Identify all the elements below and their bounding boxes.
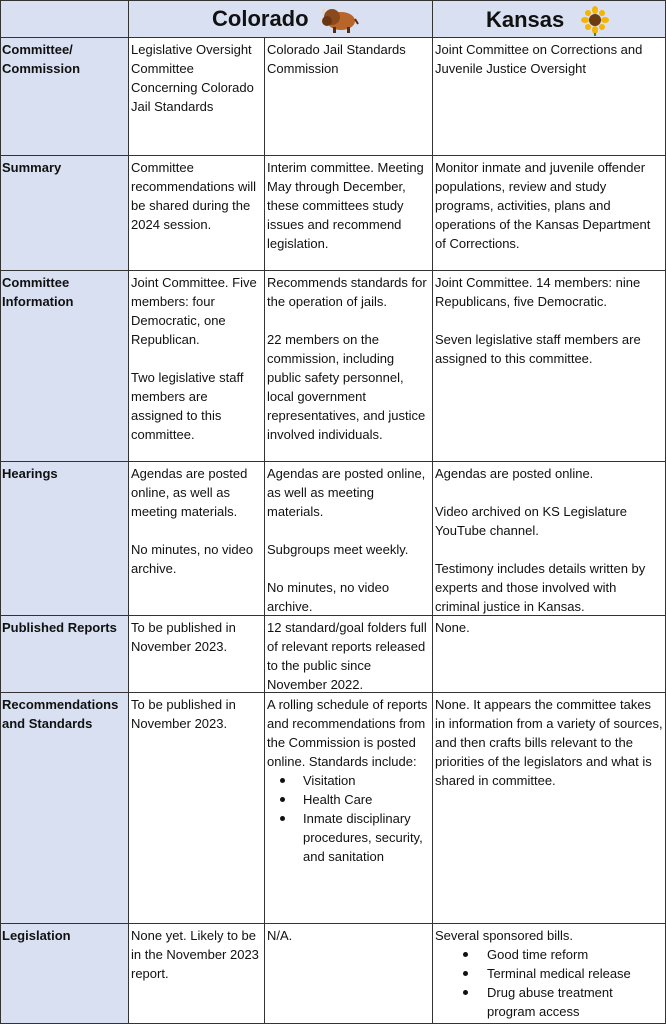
cell-paragraph: Agendas are posted online. [435, 466, 594, 481]
list-item: Drug abuse treatment program access [435, 983, 664, 1021]
cell-info-co1 [129, 271, 265, 462]
cell-text: Interim committee. Meeting May through December, these committees study issues and recommend legislation. [267, 160, 424, 251]
cell-paragraph: Video archived on KS Legislature YouTube channel. [435, 504, 627, 538]
cell-text: 12 standard/goal folders full of relevant reports released to the public since November 2022. [267, 620, 427, 692]
cell-paragraph: Recommends standards for the operation of jails. [267, 275, 427, 309]
cell-summary-ks [433, 156, 666, 271]
cell-hearings-co2 [265, 462, 433, 616]
cell-recs-ks [433, 693, 666, 924]
cell-recs-co1 [129, 693, 265, 924]
cell-text: To be published in November 2023. [131, 620, 236, 654]
table-border [0, 461, 666, 462]
list-item: Good time reform [435, 945, 664, 964]
cell-paragraph: Two legislative staff members are assigned to this committee. [131, 370, 244, 442]
row-label-summary [0, 156, 129, 271]
row-label-text: Hearings [2, 466, 58, 481]
list-item: Visitation [267, 771, 431, 790]
cell-text: N/A. [267, 928, 293, 943]
cell-text: Joint Committee on Corrections and Juvenile Justice Oversight [435, 42, 643, 76]
cell-info-co2 [265, 271, 433, 462]
cell-reports-co2 [265, 616, 433, 693]
cell-committee-co2 [265, 38, 433, 156]
cell-legislation-co1 [129, 924, 265, 1024]
sunflower-icon [580, 6, 610, 36]
cell-summary-co2 [265, 156, 433, 271]
cell-paragraph: Joint Committee. 14 members: nine Republicans, five Democratic. [435, 275, 641, 309]
row-label-text: Committee Information [2, 275, 74, 309]
header-corner-cell [0, 0, 129, 38]
row-label-text: Legislation [2, 928, 71, 943]
cell-committee-co1 [129, 38, 265, 156]
cell-committee-ks [433, 38, 666, 156]
table-border [432, 0, 433, 1024]
cell-legislation-co2 [265, 924, 433, 1024]
cell-paragraph: Agendas are posted online, as well as meeting materials. [267, 466, 426, 519]
table-border [264, 37, 265, 1024]
row-label-hearings [0, 462, 129, 616]
row-label-recommendations [0, 693, 129, 924]
table-border [0, 0, 666, 1]
list-item: Inmate disciplinary procedures, security, and sanitation [267, 809, 431, 866]
table-border [0, 270, 666, 271]
cell-text: None. [435, 620, 470, 635]
cell-paragraph: Subgroups meet weekly. [267, 542, 409, 557]
row-label-text: Committee/ Commission [2, 42, 81, 76]
cell-text: None. It appears the committee takes in information from a variety of sources, and then crafts bills relevant to the priorities of the legislators and what is shared in committee. [435, 697, 663, 788]
cell-summary-co1 [129, 156, 265, 271]
cell-paragraph: Seven legislative staff members are assigned to this committee. [435, 332, 641, 366]
cell-reports-co1 [129, 616, 265, 693]
table-border [0, 37, 666, 38]
cell-paragraph: Agendas are posted online, as well as meeting materials. [131, 466, 248, 519]
cell-text: Committee recommendations will be shared during the 2024 session. [131, 160, 256, 232]
cell-text: Several sponsored bills. [435, 928, 574, 943]
table-border [128, 0, 129, 1024]
table-border [0, 923, 666, 924]
cell-text: None yet. Likely to be in the November 2023 report. [131, 928, 259, 981]
row-label-text: Summary [2, 160, 62, 175]
cell-paragraph: Joint Committee. Five members: four Democratic, one Republican. [131, 275, 257, 347]
bison-icon [320, 6, 360, 34]
list-item: Terminal medical release [435, 964, 664, 983]
row-label-committee [0, 38, 129, 156]
table-border [0, 155, 666, 156]
table-border [0, 692, 666, 693]
bills-list [435, 945, 664, 1021]
table-border [0, 615, 666, 616]
cell-paragraph: Testimony includes details written by experts and those involved with criminal justice in Kansas. [435, 561, 646, 614]
cell-paragraph: 22 members on the commission, including public safety personnel, local government representatives, and justice involved individuals. [267, 332, 426, 442]
row-label-text: Published Reports [2, 620, 117, 635]
cell-text: Monitor inmate and juvenile offender populations, review and study programs, activities, plans and operations of the Kansas Department of Corrections. [435, 160, 651, 251]
kansas-header: Kansas [486, 7, 565, 32]
row-label-committee-information [0, 271, 129, 462]
list-item: Health Care [267, 790, 431, 809]
cell-paragraph: No minutes, no video archive. [131, 542, 254, 576]
cell-text: Legislative Oversight Committee Concerning Colorado Jail Standards [131, 42, 254, 114]
cell-legislation-ks [433, 924, 666, 1024]
colorado-header: Colorado [212, 6, 309, 31]
cell-reports-ks [433, 616, 666, 693]
cell-info-ks [433, 271, 666, 462]
cell-paragraph: No minutes, no video archive. [267, 580, 390, 614]
row-label-legislation [0, 924, 129, 1024]
row-label-text: Recommendations and Standards [2, 697, 119, 731]
cell-text: To be published in November 2023. [131, 697, 236, 731]
cell-hearings-ks [433, 462, 666, 616]
standards-list [267, 771, 431, 866]
cell-recs-co2 [265, 693, 433, 924]
cell-text: Colorado Jail Standards Commission [267, 42, 406, 76]
row-label-published-reports [0, 616, 129, 693]
table-border [0, 0, 1, 1024]
cell-text: A rolling schedule of reports and recommendations from the Commission is posted online. Standards include: [267, 697, 428, 769]
cell-hearings-co1 [129, 462, 265, 616]
